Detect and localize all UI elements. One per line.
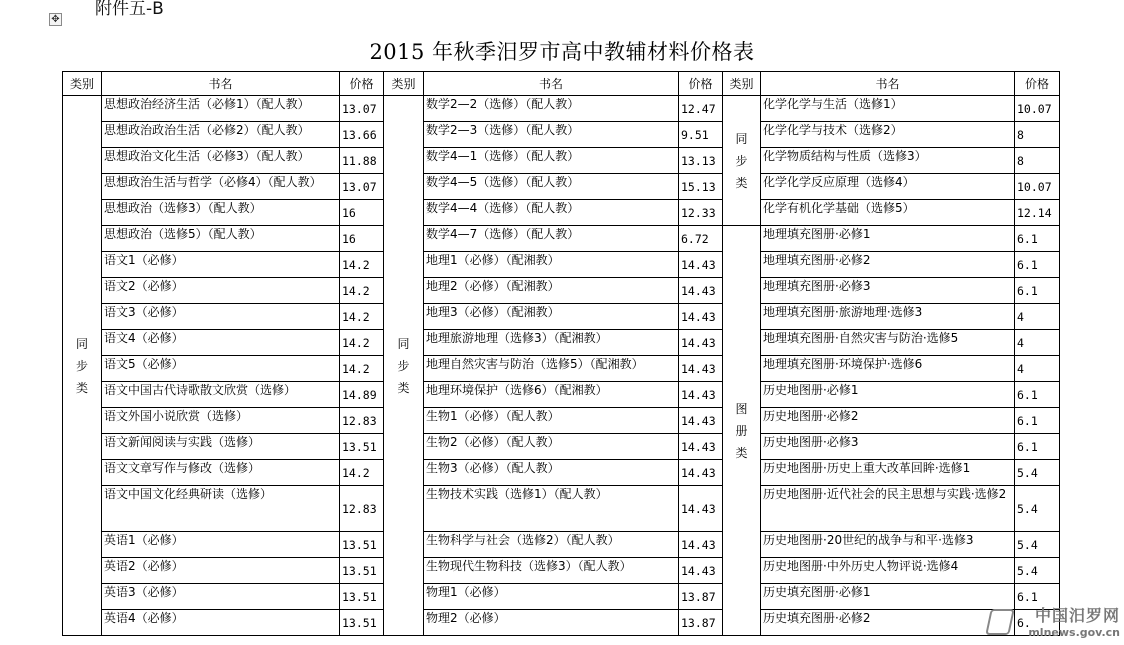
price-cell: 14.43 <box>679 558 723 584</box>
watermark-url: mlnews.gov.cn <box>1028 626 1120 639</box>
table-row <box>63 610 384 636</box>
header-price: 价格 <box>1015 72 1060 96</box>
price-cell: 14.2 <box>340 460 384 486</box>
book-name-cell: 英语4（必修） <box>102 610 340 636</box>
book-name-cell: 数学4—7（选修）（配人教） <box>424 226 679 252</box>
book-name-cell: 思想政治文化生活（必修3）（配人教） <box>102 148 340 174</box>
table-row <box>723 226 1060 252</box>
table-row <box>723 460 1060 486</box>
book-name-cell: 语文新闻阅读与实践（选修） <box>102 434 340 460</box>
table-row <box>384 434 723 460</box>
price-cell: 13.66 <box>340 122 384 148</box>
book-name-cell: 思想政治生活与哲学（必修4）（配人教） <box>102 174 340 200</box>
price-cell: 6.1 <box>1015 584 1060 610</box>
price-cell: 8 <box>1015 122 1060 148</box>
price-cell: 5.4 <box>1015 558 1060 584</box>
book-name-cell: 英语3（必修） <box>102 584 340 610</box>
book-name-cell: 历史地图册·必修2 <box>761 408 1015 434</box>
price-cell: 14.2 <box>340 304 384 330</box>
book-name-cell: 化学物质结构与性质（选修3） <box>761 148 1015 174</box>
table-row <box>384 532 723 558</box>
header-book-name: 书名 <box>424 72 679 96</box>
book-name-cell: 化学化学反应原理（选修4） <box>761 174 1015 200</box>
table-row <box>63 148 384 174</box>
price-table-column-1 <box>62 71 384 636</box>
table-row <box>384 96 723 122</box>
book-name-cell: 地理填充图册·必修3 <box>761 278 1015 304</box>
price-cell: 10.07 <box>1015 96 1060 122</box>
price-cell: 12.83 <box>340 408 384 434</box>
book-name-cell: 地理3（必修）（配湘教） <box>424 304 679 330</box>
book-name-cell: 地理1（必修）（配湘教） <box>424 252 679 278</box>
book-name-cell: 地理2（必修）（配湘教） <box>424 278 679 304</box>
price-cell: 14.2 <box>340 278 384 304</box>
table-header-row <box>723 72 1060 96</box>
table-row <box>723 486 1060 532</box>
price-cell: 10.07 <box>1015 174 1060 200</box>
table-row <box>384 610 723 636</box>
header-price: 价格 <box>679 72 723 96</box>
book-name-cell: 地理旅游地理（选修3）（配湘教） <box>424 330 679 356</box>
book-name-cell: 地理填充图册·必修1 <box>761 226 1015 252</box>
price-table-column-2 <box>383 71 723 636</box>
header-category: 类别 <box>384 72 424 96</box>
table-row <box>63 174 384 200</box>
book-name-cell: 地理自然灾害与防治（选修5）（配湘教） <box>424 356 679 382</box>
book-name-cell: 历史地图册·必修1 <box>761 382 1015 408</box>
price-cell: 13.51 <box>340 434 384 460</box>
price-cell: 14.43 <box>679 434 723 460</box>
table-row <box>63 200 384 226</box>
price-cell: 14.43 <box>679 356 723 382</box>
price-cell: 5.4 <box>1015 460 1060 486</box>
table-row <box>63 460 384 486</box>
price-cell: 5.4 <box>1015 486 1060 532</box>
table-row <box>384 356 723 382</box>
book-name-cell: 生物3（必修）（配人教） <box>424 460 679 486</box>
book-name-cell: 思想政治政治生活（必修2）（配人教） <box>102 122 340 148</box>
price-cell: 6.1 <box>1015 408 1060 434</box>
table-row <box>723 356 1060 382</box>
price-cell: 12.83 <box>340 486 384 532</box>
price-cell: 6.72 <box>679 226 723 252</box>
price-cell: 14.43 <box>679 382 723 408</box>
table-row <box>723 148 1060 174</box>
book-name-cell: 历史填充图册·必修2 <box>761 610 1015 636</box>
price-cell: 16 <box>340 226 384 252</box>
price-cell: 14.43 <box>679 278 723 304</box>
price-cell: 6.1 <box>1015 226 1060 252</box>
price-cell: 14.43 <box>679 304 723 330</box>
price-cell: 11.88 <box>340 148 384 174</box>
table-row <box>63 532 384 558</box>
price-cell: 4 <box>1015 330 1060 356</box>
table-row <box>384 558 723 584</box>
book-name-cell: 语文4（必修） <box>102 330 340 356</box>
price-table-column-3 <box>722 71 1060 636</box>
table-row <box>723 122 1060 148</box>
book-name-cell: 思想政治经济生活（必修1）（配人教） <box>102 96 340 122</box>
book-name-cell: 物理2（必修） <box>424 610 679 636</box>
header-book-name: 书名 <box>761 72 1015 96</box>
table-row <box>384 382 723 408</box>
book-name-cell: 思想政治（选修5）（配人教） <box>102 226 340 252</box>
table-row <box>63 356 384 382</box>
price-cell: 13.13 <box>679 148 723 174</box>
price-cell: 14.89 <box>340 382 384 408</box>
table-header-row <box>384 72 723 96</box>
book-name-cell: 物理1（必修） <box>424 584 679 610</box>
price-cell: 13.07 <box>340 96 384 122</box>
category-cell: 同步类 <box>63 96 102 636</box>
price-cell: 13.51 <box>340 532 384 558</box>
price-cell: 14.2 <box>340 330 384 356</box>
table-row <box>384 226 723 252</box>
table-header-row <box>63 72 384 96</box>
price-cell: 6.1 <box>1015 434 1060 460</box>
price-cell: 6.1 <box>1015 278 1060 304</box>
price-cell: 13.87 <box>679 584 723 610</box>
table-row <box>384 122 723 148</box>
table-row <box>63 226 384 252</box>
book-name-cell: 英语1（必修） <box>102 532 340 558</box>
table-row <box>63 486 384 532</box>
book-name-cell: 生物2（必修）（配人教） <box>424 434 679 460</box>
book-name-cell: 历史地图册·历史上重大改革回眸·选修1 <box>761 460 1015 486</box>
table-row <box>63 252 384 278</box>
table-row <box>723 278 1060 304</box>
book-name-cell: 历史填充图册·必修1 <box>761 584 1015 610</box>
table-row <box>63 304 384 330</box>
price-cell: 13.51 <box>340 584 384 610</box>
book-name-cell: 地理填充图册·旅游地理·选修3 <box>761 304 1015 330</box>
price-cell: 4 <box>1015 356 1060 382</box>
watermark-site-name: 中国汨罗网 <box>1034 606 1120 625</box>
book-name-cell: 数学4—1（选修）（配人教） <box>424 148 679 174</box>
book-name-cell: 英语2（必修） <box>102 558 340 584</box>
book-name-cell: 语文2（必修） <box>102 278 340 304</box>
table-row <box>63 584 384 610</box>
table-row <box>384 584 723 610</box>
table-row <box>384 304 723 330</box>
table-row <box>384 278 723 304</box>
price-cell: 14.43 <box>679 486 723 532</box>
table-row <box>723 304 1060 330</box>
book-name-cell: 语文文章写作与修改（选修） <box>102 460 340 486</box>
category-cell: 图册类 <box>723 226 761 636</box>
site-watermark <box>988 603 1120 641</box>
table-row <box>723 330 1060 356</box>
table-row <box>384 330 723 356</box>
table-row <box>63 122 384 148</box>
price-cell: 6. <box>1015 610 1060 636</box>
price-cell: 8 <box>1015 148 1060 174</box>
book-name-cell: 化学化学与技术（选修2） <box>761 122 1015 148</box>
table-row <box>63 330 384 356</box>
price-cell: 5.4 <box>1015 532 1060 558</box>
table-row <box>63 278 384 304</box>
price-cell: 14.43 <box>679 460 723 486</box>
table-row <box>723 558 1060 584</box>
book-name-cell: 地理环境保护（选修6）（配湘教） <box>424 382 679 408</box>
table-row <box>723 434 1060 460</box>
price-cell: 16 <box>340 200 384 226</box>
price-cell: 13.07 <box>340 174 384 200</box>
table-row <box>63 434 384 460</box>
table-row <box>63 408 384 434</box>
book-name-cell: 数学4—4（选修）（配人教） <box>424 200 679 226</box>
table-row <box>723 382 1060 408</box>
price-cell: 13.51 <box>340 610 384 636</box>
price-cell: 14.2 <box>340 252 384 278</box>
book-name-cell: 历史地图册·中外历史人物评说·选修4 <box>761 558 1015 584</box>
book-name-cell: 语文外国小说欣赏（选修） <box>102 408 340 434</box>
book-name-cell: 语文1（必修） <box>102 252 340 278</box>
price-cell: 14.43 <box>679 532 723 558</box>
table-row <box>723 408 1060 434</box>
table-row <box>63 382 384 408</box>
book-name-cell: 地理填充图册·环境保护·选修6 <box>761 356 1015 382</box>
book-name-cell: 生物1（必修）（配人教） <box>424 408 679 434</box>
book-name-cell: 生物科学与社会（选修2）（配人教） <box>424 532 679 558</box>
book-name-cell: 语文5（必修） <box>102 356 340 382</box>
price-cell: 6.1 <box>1015 382 1060 408</box>
header-category: 类别 <box>63 72 102 96</box>
price-cell: 12.33 <box>679 200 723 226</box>
document-title: 2015 年秋季汨罗市高中教辅材料价格表 <box>369 40 755 64</box>
table-row <box>723 200 1060 226</box>
attachment-label: 附件五-B <box>95 0 164 19</box>
table-row <box>384 148 723 174</box>
price-cell: 13.87 <box>679 610 723 636</box>
table-row <box>723 96 1060 122</box>
book-name-cell: 历史地图册·20世纪的战争与和平·选修3 <box>761 532 1015 558</box>
book-name-cell: 数学2—3（选修）（配人教） <box>424 122 679 148</box>
book-name-cell: 语文3（必修） <box>102 304 340 330</box>
book-name-cell: 数学4—5（选修）（配人教） <box>424 174 679 200</box>
book-name-cell: 语文中国古代诗歌散文欣赏（选修） <box>102 382 340 408</box>
table-move-handle[interactable]: ✥ <box>49 13 62 26</box>
book-name-cell: 数学2—2（选修）（配人教） <box>424 96 679 122</box>
price-cell: 13.51 <box>340 558 384 584</box>
table-row <box>63 558 384 584</box>
category-cell: 同步类 <box>723 96 761 226</box>
table-row <box>63 96 384 122</box>
price-cell: 15.13 <box>679 174 723 200</box>
table-row <box>723 532 1060 558</box>
table-row <box>723 174 1060 200</box>
header-book-name: 书名 <box>102 72 340 96</box>
book-name-cell: 思想政治（选修3）（配人教） <box>102 200 340 226</box>
price-cell: 14.2 <box>340 356 384 382</box>
table-row <box>384 200 723 226</box>
table-row <box>384 174 723 200</box>
table-row <box>723 252 1060 278</box>
header-price: 价格 <box>340 72 384 96</box>
price-cell: 6.1 <box>1015 252 1060 278</box>
category-cell: 同步类 <box>384 96 424 636</box>
price-cell: 14.43 <box>679 330 723 356</box>
table-row <box>384 460 723 486</box>
book-name-cell: 语文中国文化经典研读（选修） <box>102 486 340 532</box>
price-cell: 9.51 <box>679 122 723 148</box>
price-cell: 12.14 <box>1015 200 1060 226</box>
price-cell: 12.47 <box>679 96 723 122</box>
book-name-cell: 生物现代生物科技（选修3）（配人教） <box>424 558 679 584</box>
table-row <box>384 408 723 434</box>
header-category: 类别 <box>723 72 761 96</box>
price-cell: 4 <box>1015 304 1060 330</box>
book-name-cell: 生物技术实践（选修1）（配人教） <box>424 486 679 532</box>
price-cell: 14.43 <box>679 408 723 434</box>
book-name-cell: 地理填充图册·自然灾害与防治·选修5 <box>761 330 1015 356</box>
book-name-cell: 历史地图册·必修3 <box>761 434 1015 460</box>
price-cell: 14.43 <box>679 252 723 278</box>
table-row <box>384 252 723 278</box>
table-row <box>384 486 723 532</box>
book-name-cell: 历史地图册·近代社会的民主思想与实践·选修2 <box>761 486 1015 532</box>
book-name-cell: 地理填充图册·必修2 <box>761 252 1015 278</box>
book-name-cell: 化学化学与生活（选修1） <box>761 96 1015 122</box>
book-name-cell: 化学有机化学基础（选修5） <box>761 200 1015 226</box>
